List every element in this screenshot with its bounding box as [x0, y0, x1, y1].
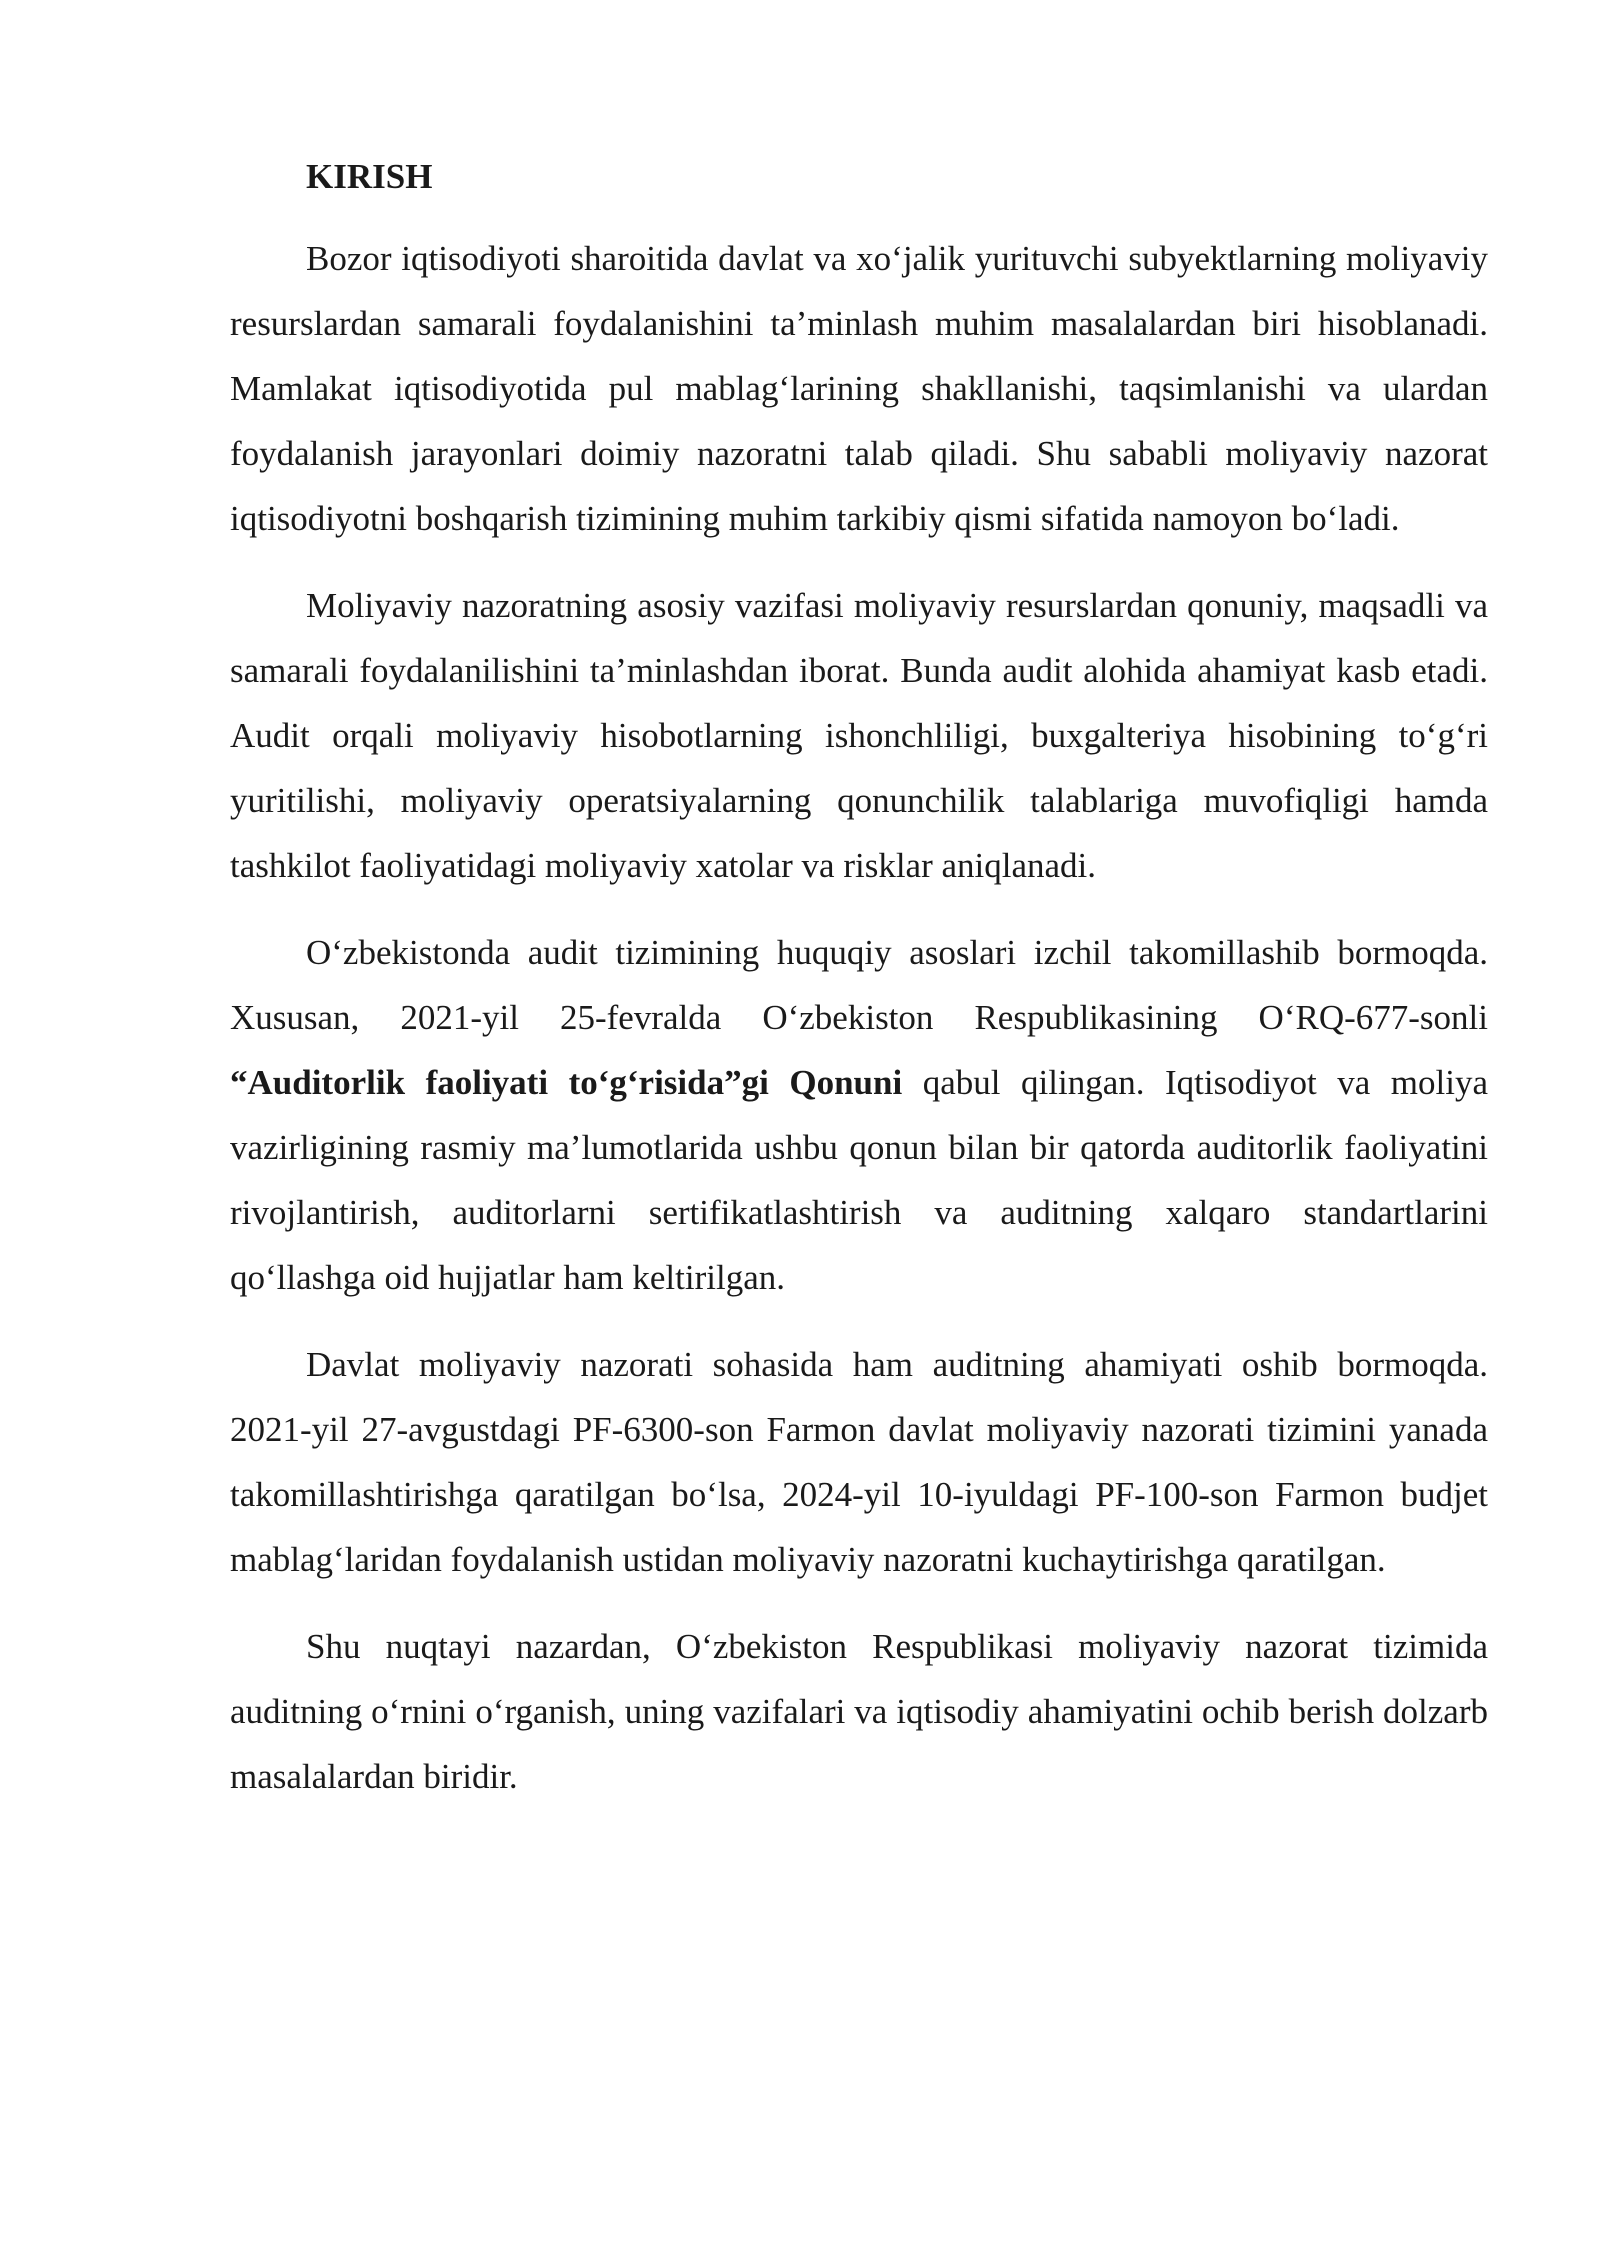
law-title: “Auditorlik faoliyati to‘g‘risida”gi Qonuni: [230, 1063, 903, 1102]
paragraph-2: Moliyaviy nazoratning asosiy vazifasi moliyaviy resurslardan qonuniy, maqsadli va samarali foydalanilishini ta’minlashdan iborat. Bunda audit alohida ahamiyat kasb etadi. Audit orqali moliyaviy hisobotlarning ishonchliligi, buxgalteriya hisobining to‘g‘ri yuritilishi, moliyaviy operatsiyalarning qonunchilik talablariga muvofiqligi hamda tashkilot faoliyatidagi moliyaviy xatolar va risklar aniqlanadi.: [230, 586, 1488, 885]
paragraph-3-text-after: qabul qilingan. Iqtisodiyot va moliya vazirligining rasmiy ma’lumotlarida ushbu qonun bilan bir qatorda auditorlik faoliyatini rivojlantirish, auditorlarni sertifikatlashtirish va auditning xalqaro standartlarini qo‘llashga oid hujjatlar ham keltirilgan.: [230, 1063, 1488, 1297]
document-body: [230, 148, 1488, 1831]
paragraph-5: Shu nuqtayi nazardan, O‘zbekiston Respublikasi moliyaviy nazorat tizimida auditning o‘rnini o‘rganish, uning vazifalari va iqtisodiy ahamiyatini ochib berish dolzarb masalalardan biridir.: [230, 1627, 1488, 1796]
paragraph-3: [230, 920, 1488, 1310]
paragraph-3-text-before: O‘zbekistonda audit tizimining huquqiy asoslari izchil takomillashib bormoqda. Xususan, 2021-yil 25-fevralda O‘zbekiston Respublikasining O‘RQ-677-sonli: [230, 933, 1488, 1037]
section-heading: KIRISH: [306, 157, 433, 196]
paragraph-4: Davlat moliyaviy nazorati sohasida ham auditning ahamiyati oshib bormoqda. 2021-yil 27-avgustdagi PF-6300-son Farmon davlat moliyaviy nazorati tizimini yanada takomillashtirishga qaratilgan bo‘lsa, 2024-yil 10-iyuldagi PF-100-son Farmon budjet mablag‘laridan foydalanish ustidan moliyaviy nazoratni kuchaytirishga qaratilgan.: [230, 1345, 1488, 1579]
paragraph-1: Bozor iqtisodiyoti sharoitida davlat va xo‘jalik yurituvchi subyektlarning moliyaviy resurslardan samarali foydalanishini ta’minlash muhim masalalardan biri hisoblanadi. Mamlakat iqtisodiyotida pul mablag‘larining shakllanishi, taqsimlanishi va ulardan foydalanish jarayonlari doimiy nazoratni talab qiladi. Shu sababli moliyaviy nazorat iqtisodiyotni boshqarish tizimining muhim tarkibiy qismi sifatida namoyon bo‘ladi.: [230, 239, 1488, 538]
